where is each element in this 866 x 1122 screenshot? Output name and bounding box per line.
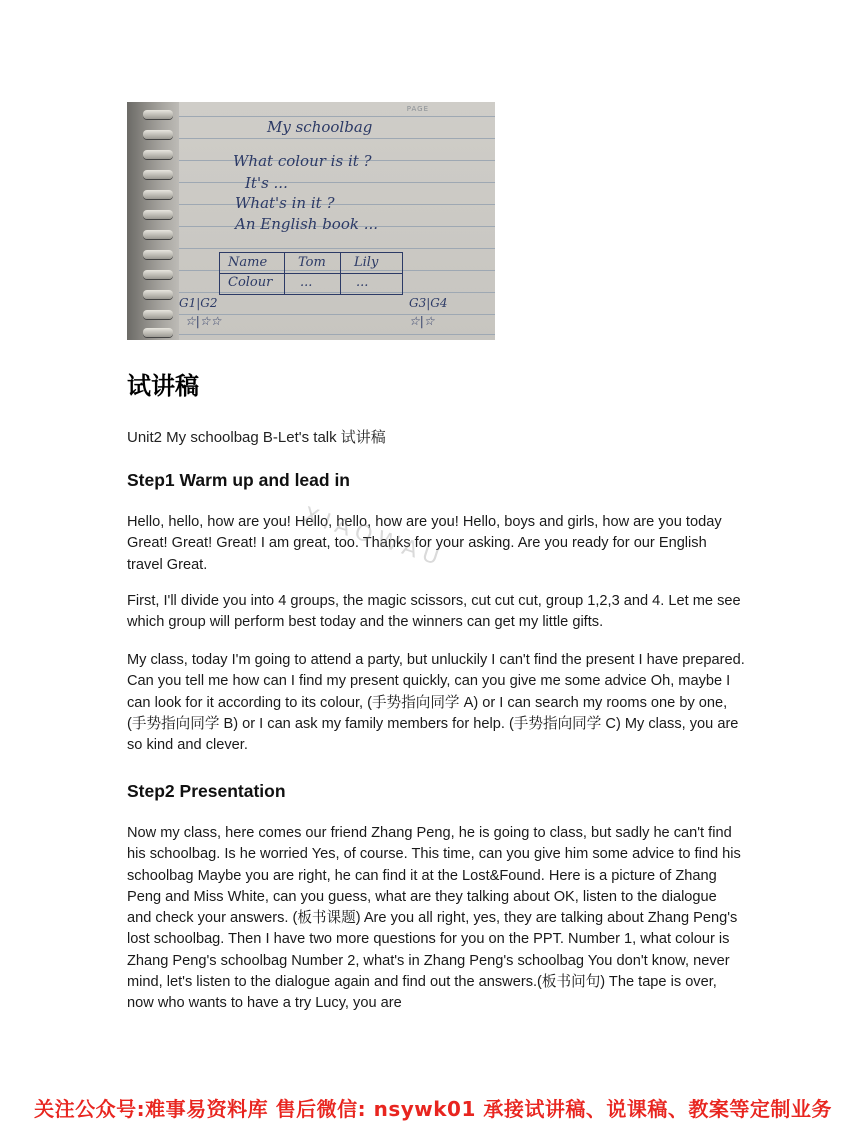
spiral-ring: [143, 328, 173, 337]
ruled-line: [179, 116, 495, 117]
ruled-line: [179, 248, 495, 249]
step2-paragraph-1: Now my class, here comes our friend Zhang Peng, he is going to class, but sadly he can't find his schoolbag. Is he worried Yes, of course. This time, can you give him some advice to find his schoolbag Maybe you are right, he can find it at the Lost&Found. Here is a picture of Zhang Peng and Miss White, can you guess, what are they talking about OK, listen to the dialogue and check your answers. (板书课题) Are you all right, yes, they are talking about Zhang Peng's lost schoolbag. Then I have two more questions for you on the PPT. Number 1, what colour is Zhang Peng's schoolbag Number 2, what's in Zhang Peng's schoolbag You don't know, never mind, let's listen to the dialogue again and find out the answers.(板书问句) The tape is over, now who wants to have a try Lucy, you are: [127, 825, 741, 1012]
step1-paragraph-2: First, I'll divide you into 4 groups, the magic scissors, cut cut cut, group 1,2,3 and 4. Let me see which group will perform best today and the winners can get my little gifts.: [127, 593, 741, 631]
spiral-ring: [143, 150, 173, 159]
step2-heading: Step2 Presentation: [127, 781, 286, 801]
group-label-right: G3|G4: [409, 296, 448, 310]
spiral-ring: [143, 130, 173, 139]
spiral-ring: [143, 230, 173, 239]
document-subtitle: Unit2 My schoolbag B-Let's talk 试讲稿: [127, 429, 386, 446]
page-title: 试讲稿: [127, 372, 199, 400]
table-cell: Lily: [354, 255, 379, 270]
ruled-line: [179, 314, 495, 315]
ruled-line: [179, 182, 495, 183]
handwritten-line: What's in it ?: [235, 194, 335, 212]
spiral-ring: [143, 190, 173, 199]
star-marks-left: ☆|☆☆: [185, 314, 222, 328]
page-label: PAGE: [406, 105, 429, 113]
table-cell: ...: [356, 275, 369, 290]
spiral-ring: [143, 210, 173, 219]
handwritten-line: It's ...: [245, 174, 288, 192]
spiral-ring: [143, 110, 173, 119]
step1-heading: Step1 Warm up and lead in: [127, 470, 350, 490]
table-cell: Tom: [298, 255, 326, 270]
step1-paragraph-3: My class, today I'm going to attend a party, but unluckily I can't find the present I have prepared. Can you tell me how can I find my present quickly, can you give me some advice Oh, maybe I can look for it according to its colour, (手势指向同学 A) or I can search my rooms one by one, (手势指向同学 B) or I can ask my family members for help. (手势指向同学 C) My class, you are so kind and clever.: [127, 652, 745, 754]
handwritten-table: [219, 252, 403, 295]
spiral-ring: [143, 170, 173, 179]
ruled-line: [179, 204, 495, 205]
star-marks-right: ☆|☆: [409, 314, 435, 328]
watermark: XIAOWAU: [299, 502, 448, 573]
spiral-ring: [143, 270, 173, 279]
spiral-ring: [143, 310, 173, 319]
notebook-photo: [127, 102, 495, 340]
step1-paragraph-1: Hello, hello, how are you! Hello, hello, how are you! Hello, boys and girls, how are you today Great! Great! Great! I am great, too. Thanks for your asking. Are you ready for our English travel Great.: [127, 514, 722, 573]
table-cell: ...: [300, 275, 313, 290]
handwritten-line: What colour is it ?: [233, 152, 372, 170]
ruled-line: [179, 138, 495, 139]
handwritten-line: An English book ...: [235, 215, 379, 233]
handwritten-title: My schoolbag: [267, 118, 373, 136]
ruled-line: [179, 334, 495, 335]
spiral-ring: [143, 290, 173, 299]
footer-banner: 关注公众号:难事易资料库 售后微信: nsywk01 承接试讲稿、说课稿、教案等定制业务: [34, 1097, 832, 1121]
spiral-ring: [143, 250, 173, 259]
table-cell: Colour: [228, 275, 273, 290]
table-cell: Name: [228, 255, 268, 270]
group-label-left: G1|G2: [179, 296, 218, 310]
